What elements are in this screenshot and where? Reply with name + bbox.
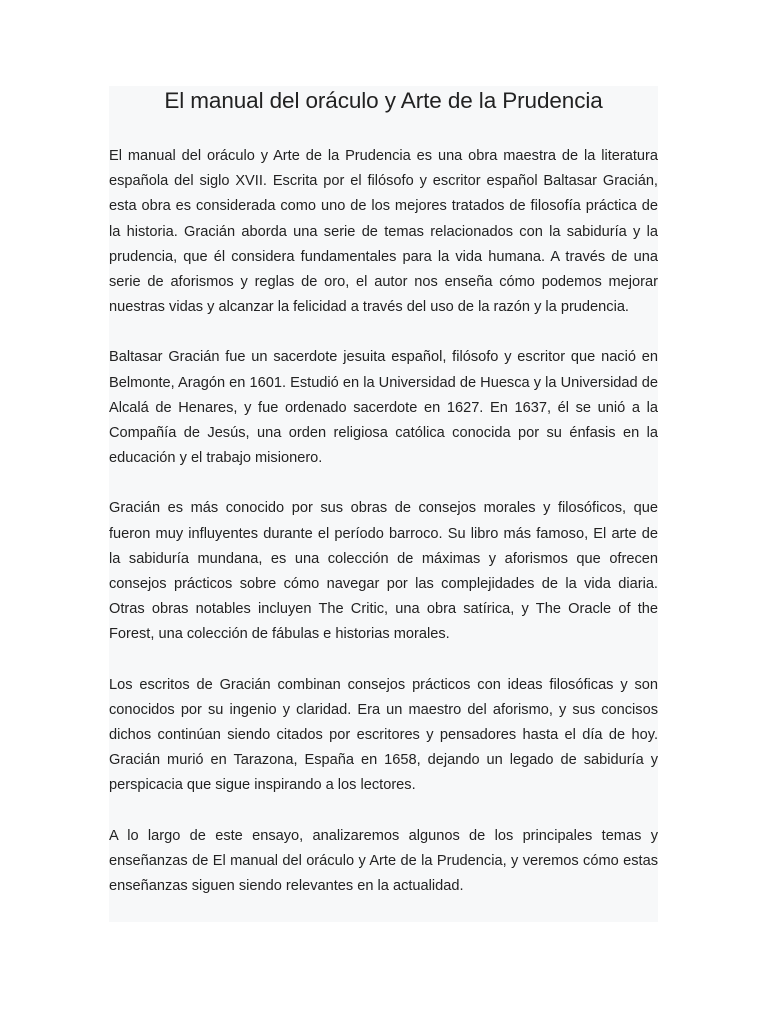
paragraph-3: Gracián es más conocido por sus obras de consejos morales y filosóficos, que fueron muy influyentes durante el período barroco. Su libro más famoso, El arte de la sabiduría mundana, es una colección de máximas y aforismos que ofrecen consejos prácticos sobre cómo navegar por las complejidades de la vida diaria. Otras obras notables incluyen The Critic, una obra satírica, y The Oracle of the Forest, una colección de fábulas e historias morales. — [109, 500, 658, 643]
paragraph-4: Los escritos de Gracián combinan consejos prácticos con ideas filosóficas y son conocidos por su ingenio y claridad. Era un maestro del aforismo, y sus concisos dichos continúan siendo citados por escritores y pensadores hasta el día de hoy. Gracián murió en Tarazona, España en 1658, dejando un legado de sabiduría y perspicacia que sigue inspirando a los lectores. — [109, 676, 658, 794]
paragraph-5: A lo largo de este ensayo, analizaremos algunos de los principales temas y enseñanzas de El manual del oráculo y Arte de la Prudencia, y veremos cómo estas enseñanzas siguen siendo relevantes en la actualidad. — [109, 827, 658, 895]
paragraph-2: Baltasar Gracián fue un sacerdote jesuita español, filósofo y escritor que nació en Belmonte, Aragón en 1601. Estudió en la Universidad de Huesca y la Universidad de Alcalá de Henares, y fue ordenado sacerdote en 1627. En 1637, él se unió a la Compañía de Jesús, una orden religiosa católica conocida por su énfasis en la educación y el trabajo misionero. — [109, 349, 658, 467]
document-title: El manual del oráculo y Arte de la Prudencia — [164, 88, 603, 113]
paragraph-1: El manual del oráculo y Arte de la Prudencia es una obra maestra de la literatura española del siglo XVII. Escrita por el filósofo y escritor español Baltasar Gracián, esta obra es considerada como uno de los mejores tratados de filosofía práctica de la historia. Gracián aborda una serie de temas relacionados con la sabiduría y la prudencia, que él considera fundamentales para la vida humana. A través de una serie de aforismos y reglas de oro, el autor nos enseña cómo podemos mejorar nuestras vidas y alcanzar la felicidad a través del uso de la razón y la prudencia. — [109, 148, 658, 316]
document-page — [109, 86, 658, 922]
document-body — [109, 144, 658, 924]
